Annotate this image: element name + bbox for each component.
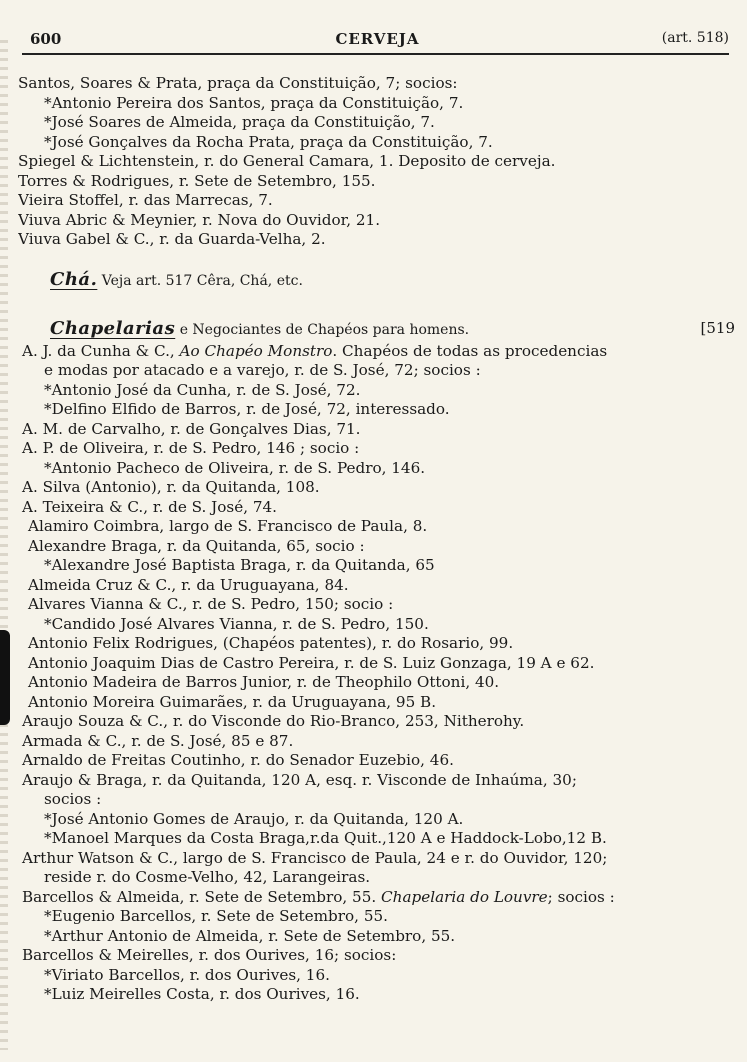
entry-line: *Eugenio Barcellos, r. Sete de Setembro, 55. — [44, 907, 388, 925]
entry-line: *Arthur Antonio de Almeida, r. Sete de Setembro, 55. — [44, 926, 456, 945]
article-ref: (art. 518) — [661, 30, 729, 46]
entry-line: Antonio Felix Rodrigues, (Chapéos patentes), r. do Rosario, 99. — [28, 634, 514, 652]
entry-text: Barcellos & Almeida, r. Sete de Setembro, 55. — [22, 887, 382, 906]
entry-line: Barcellos & Meirelles, r. dos Ourives, 16; socios: — [22, 946, 397, 964]
entry-line: *Candido José Alvares Vianna, r. de S. Pedro, 150. — [44, 614, 429, 633]
entry-line: *Delfino Elfido de Barros, r. de José, 72, interessado. — [44, 400, 450, 418]
entry-line: *José Gonçalves da Rocha Prata, praça da Constituição, 7. — [44, 132, 493, 151]
entry-italic: Ao Chapéo Monstro — [179, 341, 333, 360]
spacer — [18, 250, 741, 266]
entry-line: *José Soares de Almeida, praça da Constituição, 7. — [44, 113, 435, 131]
section-number: [519 — [700, 318, 735, 337]
entry-text: A. J. da Cunha & C., — [22, 341, 180, 360]
entry-text: ; socios : — [547, 887, 615, 906]
section-heading-cha — [18, 266, 741, 293]
entry-line: Arthur Watson & C., largo de S. Francisco de Paula, 24 e r. do Ouvidor, 120; — [22, 848, 608, 867]
entry-line: *Antonio José da Cunha, r. de S. José, 72. — [44, 380, 361, 399]
section-heading-chapelarias — [18, 315, 741, 342]
entry-line: e modas por atacado e a varejo, r. de S. José, 72; socios : — [44, 361, 481, 379]
entry-line: A. Teixeira & C., r. de S. José, 74. — [22, 497, 278, 516]
entry-line: Araujo & Braga, r. da Quitanda, 120 A, esq. r. Visconde de Inhaúma, 30; — [22, 770, 577, 789]
entry-line: Santos, Soares & Prata, praça da Constituição, 7; socios: — [18, 74, 458, 92]
entry-text: . Chapéos de todas as procedencias — [332, 341, 608, 360]
entry-line: A. M. de Carvalho, r. de Gonçalves Dias, 71. — [22, 419, 361, 438]
page-title: CERVEJA — [335, 30, 420, 48]
entry-line: Alvares Vianna & C., r. de S. Pedro, 150; socio : — [28, 595, 394, 613]
header-rule — [22, 53, 729, 55]
entry-line: A. P. de Oliveira, r. de S. Pedro, 146 ; socio : — [22, 439, 360, 457]
entry-line: socios : — [44, 790, 102, 808]
entry-line: *Manoel Marques da Costa Braga,r.da Quit.,120 A e Haddock-Lobo,12 B. — [44, 829, 607, 847]
entry-line: Vieira Stoffel, r. das Marrecas, 7. — [18, 191, 273, 209]
entry-line: Viuva Abric & Meynier, r. Nova do Ouvidor, 21. — [18, 210, 381, 229]
entry-line: Alexandre Braga, r. da Quitanda, 65, socio : — [28, 536, 365, 555]
page-header — [22, 30, 733, 54]
section-title: Chá. — [50, 268, 98, 290]
entry-line: A. Silva (Antonio), r. da Quitanda, 108. — [22, 478, 320, 496]
section-title: Chapelarias — [50, 317, 176, 339]
entry-line: Almeida Cruz & C., r. da Uruguayana, 84. — [28, 575, 349, 594]
entry-italic: Chapelaria do Louvre — [381, 887, 548, 906]
section-subtitle: e Negociantes de Chapéos para homens. — [179, 321, 470, 338]
entry-line — [18, 888, 741, 908]
page-body — [18, 74, 741, 1005]
entry-line: *José Antonio Gomes de Araujo, r. da Quitanda, 120 A. — [44, 809, 464, 828]
spacer — [18, 293, 741, 315]
entry-line: Antonio Madeira de Barros Junior, r. de Theophilo Ottoni, 40. — [28, 673, 500, 691]
entry-line: Antonio Joaquim Dias de Castro Pereira, r. de S. Luiz Gonzaga, 19 A e 62. — [28, 653, 595, 672]
entry-line: Armada & C., r. de S. José, 85 e 87. — [22, 731, 294, 750]
entry-line: Spiegel & Lichtenstein, r. do General Camara, 1. Deposito de cerveja. — [18, 152, 556, 170]
page-edge-shading — [0, 40, 8, 1050]
entry-line: Alamiro Coimbra, largo de S. Francisco de Paula, 8. — [28, 517, 428, 535]
entry-line: Arnaldo de Freitas Coutinho, r. do Senador Euzebio, 46. — [22, 751, 454, 769]
entry-line: *Alexandre José Baptista Braga, r. da Quitanda, 65 — [44, 556, 435, 574]
entry-line — [18, 342, 741, 362]
entry-line: reside r. do Cosme-Velho, 42, Larangeiras. — [44, 868, 371, 886]
entry-line: Araujo Souza & C., r. do Visconde do Rio-Branco, 253, Nitherohy. — [22, 712, 525, 730]
page-number: 600 — [30, 30, 62, 48]
entry-line: Viuva Gabel & C., r. da Guarda-Velha, 2. — [18, 230, 326, 248]
section-ref: Veja art. 517 Cêra, Chá, etc. — [101, 272, 303, 289]
entry-line: *Antonio Pereira dos Santos, praça da Constituição, 7. — [44, 93, 464, 112]
entry-line: *Antonio Pacheco de Oliveira, r. de S. Pedro, 146. — [44, 458, 426, 477]
entry-line: Torres & Rodrigues, r. Sete de Setembro, 155. — [18, 171, 376, 190]
entry-line: *Luiz Meirelles Costa, r. dos Ourives, 16. — [44, 985, 360, 1003]
entry-line: Antonio Moreira Guimarães, r. da Uruguayana, 95 B. — [28, 692, 437, 711]
ink-blot — [0, 630, 10, 725]
entry-line: *Viriato Barcellos, r. dos Ourives, 16. — [44, 965, 330, 984]
